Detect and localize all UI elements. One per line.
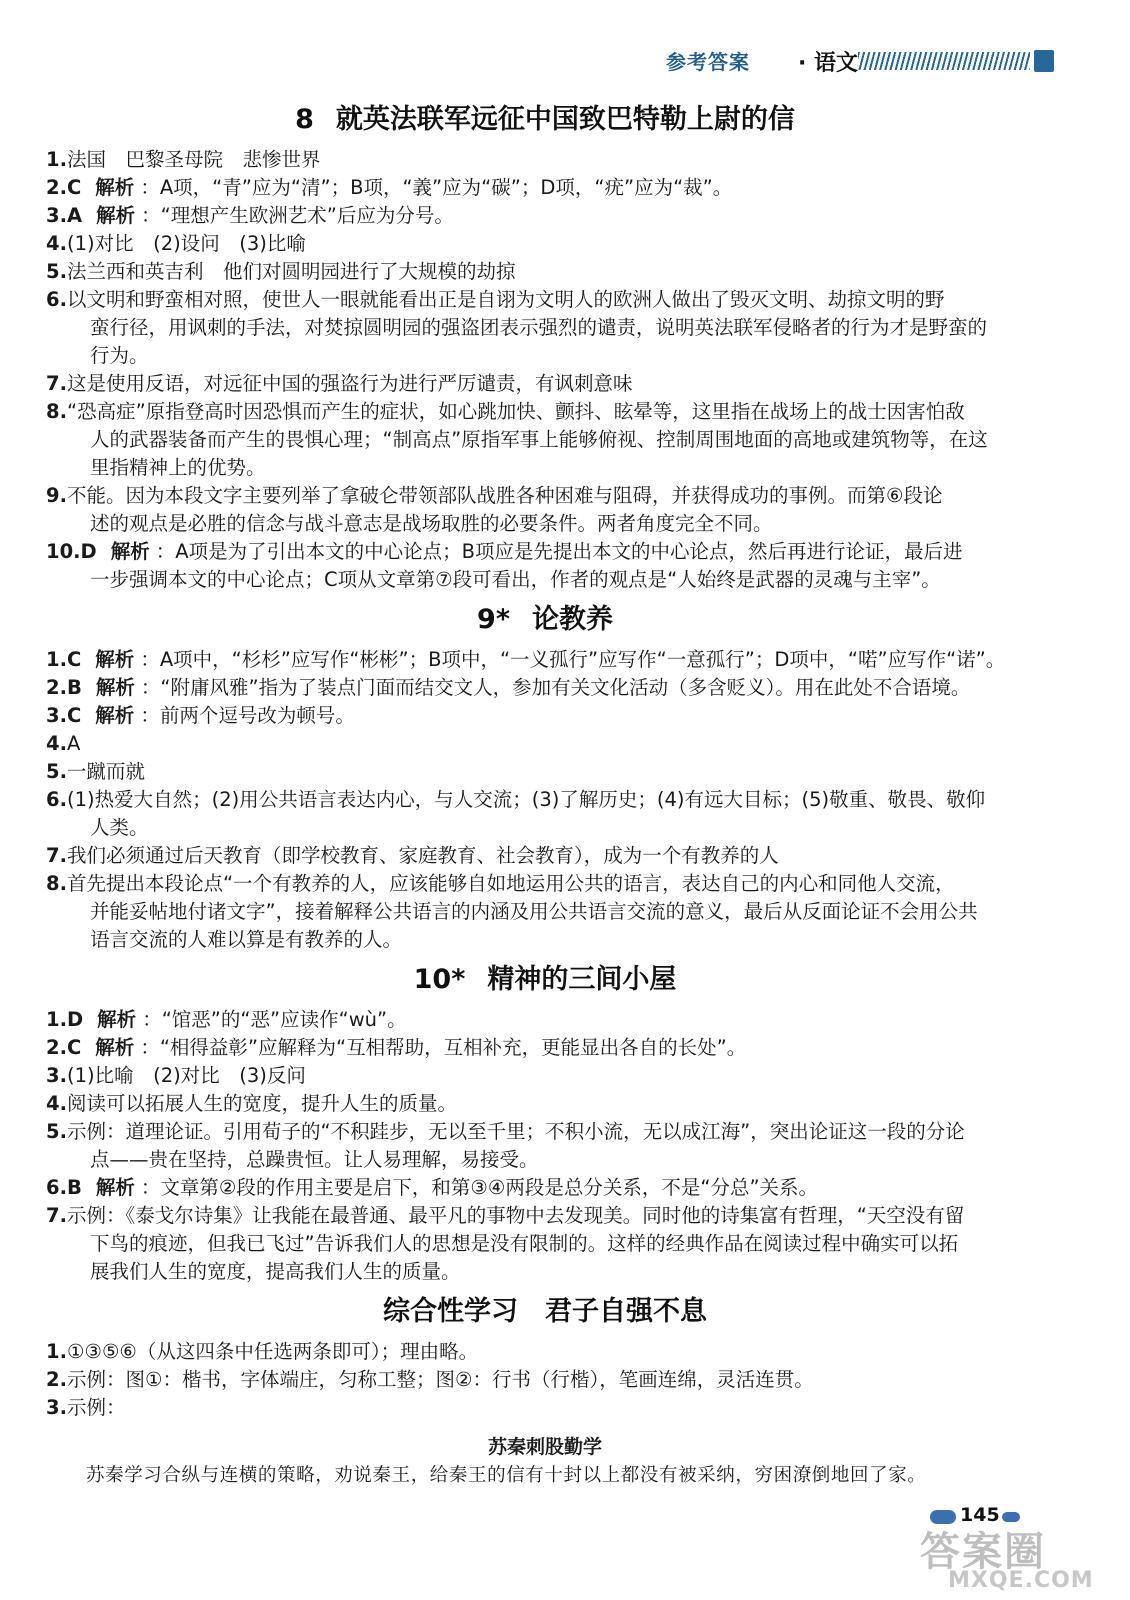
answer-text: “理想产生欧洲艺术”后应为分号。 bbox=[160, 204, 454, 227]
question-number: 3. bbox=[46, 1064, 67, 1087]
question-number: 3. bbox=[46, 704, 67, 727]
question-number: 5. bbox=[46, 1120, 67, 1143]
question-number: 5. bbox=[46, 260, 67, 283]
answer-content bbox=[40, 94, 1050, 1490]
answer-line bbox=[40, 1146, 1050, 1174]
answer-line bbox=[40, 230, 1050, 258]
question-number: 9. bbox=[46, 484, 67, 507]
header-subject: · 语文 bbox=[798, 51, 859, 76]
analysis-tag: 解析 bbox=[95, 176, 135, 199]
answer-text: 行为。 bbox=[90, 344, 149, 367]
choice-letter: C bbox=[66, 176, 82, 199]
answer-line bbox=[40, 1338, 1050, 1366]
answer-text: 阅读可以拓展人生的宽度，提升人生的质量。 bbox=[66, 1092, 457, 1115]
answer-text: 以文明和野蛮相对照，使世人一眼就能看出正是自诩为文明人的欧洲人做出了毁灭文明、劫掠文明的野 bbox=[66, 288, 945, 311]
choice-letter: B bbox=[66, 676, 82, 699]
section-number: 9* bbox=[477, 604, 510, 635]
section-title-text: 论教养 bbox=[531, 604, 613, 635]
question-number: 2. bbox=[46, 1368, 67, 1391]
answer-line: 6.B 解析 ：文章第②段的作用主要是启下，和第③④两段是总分关系，不是“分总”关系。 bbox=[46, 1176, 819, 1199]
section-title bbox=[40, 600, 1050, 640]
question-number: 8. bbox=[46, 872, 67, 895]
answer-text: ①③⑤⑥（从这四条中任选两条即可）；理由略。 bbox=[66, 1340, 479, 1363]
answer-line bbox=[40, 398, 1050, 426]
answer-text: “恐高症”原指登高时因恐惧而产生的症状，如心跳加快、颤抖、眩晕等，这里指在战场上的战士因害怕敌 bbox=[66, 400, 965, 423]
answer-text: 点——贵在坚持，总躁贵恒。让人易理解，易接受。 bbox=[90, 1148, 539, 1171]
question-number: 2. bbox=[46, 1036, 67, 1059]
choice-letter: C bbox=[66, 648, 82, 671]
question-number: 7. bbox=[46, 1204, 67, 1227]
answer-text: 前两个逗号改为顿号。 bbox=[159, 704, 355, 727]
answer-line bbox=[40, 566, 1050, 594]
answer-text: 述的观点是必胜的信念与战斗意志是战场取胜的必要条件。两者角度完全不同。 bbox=[90, 512, 773, 535]
answer-text: 法国 巴黎圣母院 悲惨世界 bbox=[66, 148, 321, 171]
answer-line bbox=[40, 1090, 1050, 1118]
question-number: 5. bbox=[46, 760, 67, 783]
answer-text: 一步强调本文的中心论点；C项从文章第⑦段可看出，作者的观点是“人始终是武器的灵魂与主宰”。 bbox=[90, 568, 941, 591]
answer-text: A bbox=[66, 732, 81, 755]
choice-letter: C bbox=[66, 1036, 82, 1059]
answer-line bbox=[40, 1366, 1050, 1394]
answer-line bbox=[40, 1118, 1050, 1146]
answer-line bbox=[40, 258, 1050, 286]
analysis-tag: 解析 bbox=[95, 1036, 135, 1059]
answer-line bbox=[40, 370, 1050, 398]
answer-text: 人的武器装备而产生的畏惧心理；“制高点”原指军事上能够俯视、控制周围地面的高地或建筑物等，在这 bbox=[90, 428, 988, 451]
answer-line bbox=[40, 482, 1050, 510]
choice-letter: A bbox=[66, 204, 83, 227]
analysis-tag: 解析 bbox=[95, 704, 135, 727]
watermark-url: MXQE.COM bbox=[948, 1568, 1094, 1593]
answer-line bbox=[40, 842, 1050, 870]
question-number: 1. bbox=[46, 148, 67, 171]
answer-text: 下鸟的痕迹，但我已飞过”告诉我们人的思想是没有限制的。这样的经典作品在阅读过程中确实可以拓 bbox=[90, 1232, 959, 1255]
answer-text: 里指精神上的优势。 bbox=[90, 456, 266, 479]
page-number: 145 bbox=[930, 1502, 1000, 1530]
analysis-tag: 解析 bbox=[95, 648, 135, 671]
essay-title: 苏秦刺股勤学 bbox=[487, 1436, 602, 1458]
answer-text: 语言交流的人难以算是有教养的人。 bbox=[90, 928, 403, 951]
answer-text: “相得益彰”应解释为“互相帮助，互相补充，更能显出各自的长处”。 bbox=[159, 1036, 747, 1059]
answer-line: 2.C 解析 ：A项，“青”应为“清”；B项，“義”应为“碳”；D项，“疣”应为“裁”。 bbox=[46, 176, 733, 199]
answer-text: 示例：图①：楷书，字体端庄，匀称工整；图②：行书（行楷），笔画连绵，灵活连贯。 bbox=[66, 1368, 814, 1391]
watermark-logo-text: 答案圈 bbox=[920, 1529, 1046, 1575]
choice-letter: C bbox=[66, 704, 82, 727]
answer-text: 我们必须通过后天教育（即学校教育、家庭教育、社会教育），成为一个有教养的人 bbox=[66, 844, 779, 867]
question-number: 4. bbox=[46, 232, 67, 255]
answer-line bbox=[40, 1394, 1050, 1422]
answer-text: (1)比喻 (2)对比 (3)反问 bbox=[66, 1064, 306, 1087]
section-title bbox=[40, 100, 1050, 140]
answer-text: 展我们人生的宽度，提高我们人生的质量。 bbox=[90, 1260, 461, 1283]
section-number: 8 bbox=[295, 104, 314, 135]
answer-line bbox=[40, 786, 1050, 814]
answer-line: 2.B 解析 ：“附庸风雅”指为了装点门面而结交文人，参加有关文化活动（多含贬义）。用在此处不合语境。 bbox=[46, 676, 971, 699]
answer-line bbox=[40, 1202, 1050, 1230]
answer-text: A项中，“杉杉”应写作“彬彬”；B项中，“一义孤行”应写作“一意孤行”；D项中，“喏”应写作“诺”。 bbox=[159, 648, 1006, 671]
answer-line bbox=[40, 898, 1050, 926]
answer-line bbox=[40, 286, 1050, 314]
question-number: 4. bbox=[46, 732, 67, 755]
answer-text: 示例：《泰戈尔诗集》让我能在最普通、最平凡的事物中去发现美。同时他的诗集富有哲理，“天空没有留 bbox=[66, 1204, 965, 1227]
answer-text: A项是为了引出本文的中心论点；B项应是先提出本文的中心论点，然后再进行论证，最后进 bbox=[175, 540, 963, 563]
question-number: 2. bbox=[46, 676, 67, 699]
answer-text: 文章第②段的作用主要是启下，和第③④两段是总分关系，不是“分总”关系。 bbox=[160, 1176, 819, 1199]
section-title-text: 精神的三间小屋 bbox=[487, 964, 677, 995]
header-stripes-decoration bbox=[858, 52, 1030, 70]
answer-line bbox=[40, 426, 1050, 454]
answer-text: A项，“青”应为“清”；B项，“義”应为“碳”；D项，“疣”应为“裁”。 bbox=[159, 176, 733, 199]
question-number: 1. bbox=[46, 1008, 67, 1031]
analysis-tag: 解析 bbox=[95, 676, 135, 699]
question-number: 8. bbox=[46, 400, 67, 423]
answer-text: 这是使用反语，对远征中国的强盗行为进行严厉谴责，有讽刺意味 bbox=[66, 372, 633, 395]
answer-line: 10.D 解析 ：A项是为了引出本文的中心论点；B项应是先提出本文的中心论点，然后再进行论证，最后进 bbox=[46, 540, 963, 563]
answer-text: “附庸风雅”指为了装点门面而结交文人，参加有关文化活动（多含贬义）。用在此处不合语境。 bbox=[160, 676, 971, 699]
question-number: 3. bbox=[46, 204, 67, 227]
question-number: 1. bbox=[46, 1340, 67, 1363]
answer-text: “馆恶”的“恶”应读作“wù”。 bbox=[161, 1008, 407, 1031]
choice-letter: D bbox=[80, 540, 97, 563]
analysis-tag: 解析 bbox=[95, 1176, 135, 1199]
answer-text: 蛮行径，用讽刺的手法，对焚掠圆明园的强盗团表示强烈的谴责，说明英法联军侵略者的行为才是野蛮的 bbox=[90, 316, 988, 339]
header-block-decoration bbox=[1034, 50, 1054, 72]
answer-text: (1)对比 (2)设问 (3)比喻 bbox=[66, 232, 306, 255]
question-number: 7. bbox=[46, 844, 67, 867]
answer-line: 3.A 解析 ：“理想产生欧洲艺术”后应为分号。 bbox=[46, 204, 454, 227]
answer-text: 示例： bbox=[66, 1396, 126, 1419]
question-number: 10. bbox=[46, 540, 81, 563]
answer-text: 法兰西和英吉利 他们对圆明园进行了大规模的劫掠 bbox=[66, 260, 516, 283]
watermark bbox=[920, 1520, 1120, 1596]
section-title-text: 就英法联军远征中国致巴特勒上尉的信 bbox=[335, 104, 795, 135]
answer-line: 3.C 解析 ：前两个逗号改为顿号。 bbox=[46, 704, 355, 727]
answer-text: 首先提出本段论点“一个有教养的人，应该能够自如地运用公共的语言，表达自己的内心和同他人交流， bbox=[66, 872, 955, 895]
section-title-text: 综合性学习 君子自强不息 bbox=[383, 1296, 707, 1327]
page-header bbox=[666, 44, 1056, 78]
section-title bbox=[40, 1292, 1050, 1332]
answer-line bbox=[40, 1258, 1050, 1286]
answer-line bbox=[40, 510, 1050, 538]
section-number: 10* bbox=[413, 964, 466, 995]
question-number: 2. bbox=[46, 176, 67, 199]
answer-line bbox=[40, 758, 1050, 786]
analysis-tag: 解析 bbox=[110, 540, 150, 563]
analysis-tag: 解析 bbox=[97, 1008, 137, 1031]
question-number: 3. bbox=[46, 1396, 67, 1419]
answer-text: 并能妥帖地付诸文字”，接着解释公共语言的内涵及用公共语言交流的意义，最后从反面论证不会用公共 bbox=[90, 900, 978, 923]
question-number: 6. bbox=[46, 288, 67, 311]
question-number: 6. bbox=[46, 788, 67, 811]
answer-line bbox=[40, 1062, 1050, 1090]
choice-letter: B bbox=[66, 1176, 82, 1199]
header-label: 参考答案 bbox=[666, 50, 750, 74]
choice-letter: D bbox=[66, 1008, 84, 1031]
answer-line: 2.C 解析 ：“相得益彰”应解释为“互相帮助，互相补充，更能显出各自的长处”。 bbox=[46, 1036, 747, 1059]
answer-line bbox=[40, 342, 1050, 370]
answer-line bbox=[40, 314, 1050, 342]
answer-line bbox=[40, 814, 1050, 842]
section-title bbox=[40, 960, 1050, 1000]
answer-line bbox=[40, 870, 1050, 898]
answer-line bbox=[40, 1230, 1050, 1258]
question-number: 6. bbox=[46, 1176, 67, 1199]
question-number: 4. bbox=[46, 1092, 67, 1115]
question-number: 1. bbox=[46, 648, 67, 671]
answer-text: 人类。 bbox=[90, 816, 149, 839]
answer-line bbox=[40, 146, 1050, 174]
answer-line bbox=[40, 730, 1050, 758]
question-number: 7. bbox=[46, 372, 67, 395]
answer-line bbox=[40, 454, 1050, 482]
analysis-tag: 解析 bbox=[96, 204, 136, 227]
answer-text: 不能。因为本段文字主要列举了拿破仑带领部队战胜各种困难与阻碍，并获得成功的事例。而第⑥段论 bbox=[66, 484, 943, 507]
answer-line bbox=[40, 926, 1050, 954]
answer-line: 1.D 解析 ：“馆恶”的“恶”应读作“wù”。 bbox=[46, 1008, 407, 1031]
answer-text: (1)热爱大自然；(2)用公共语言表达内心，与人交流；(3)了解历史；(4)有远大目标；(5)敬重、敬畏、敬仰 bbox=[66, 788, 986, 811]
answer-line: 1.C 解析 ：A项中，“杉杉”应写作“彬彬”；B项中，“一义孤行”应写作“一意孤行”；D项中，“喏”应写作“诺”。 bbox=[46, 648, 1006, 671]
answer-text: 示例：道理论证。引用荀子的“不积跬步，无以至千里；不积小流，无以成江海”，突出论证这一段的分论 bbox=[66, 1120, 965, 1143]
answer-text: 一蹴而就 bbox=[66, 760, 145, 783]
essay-body: 苏秦学习合纵与连横的策略，劝说秦王，给秦王的信有十封以上都没有被采纳，穷困潦倒地回了家。 bbox=[86, 1465, 927, 1486]
